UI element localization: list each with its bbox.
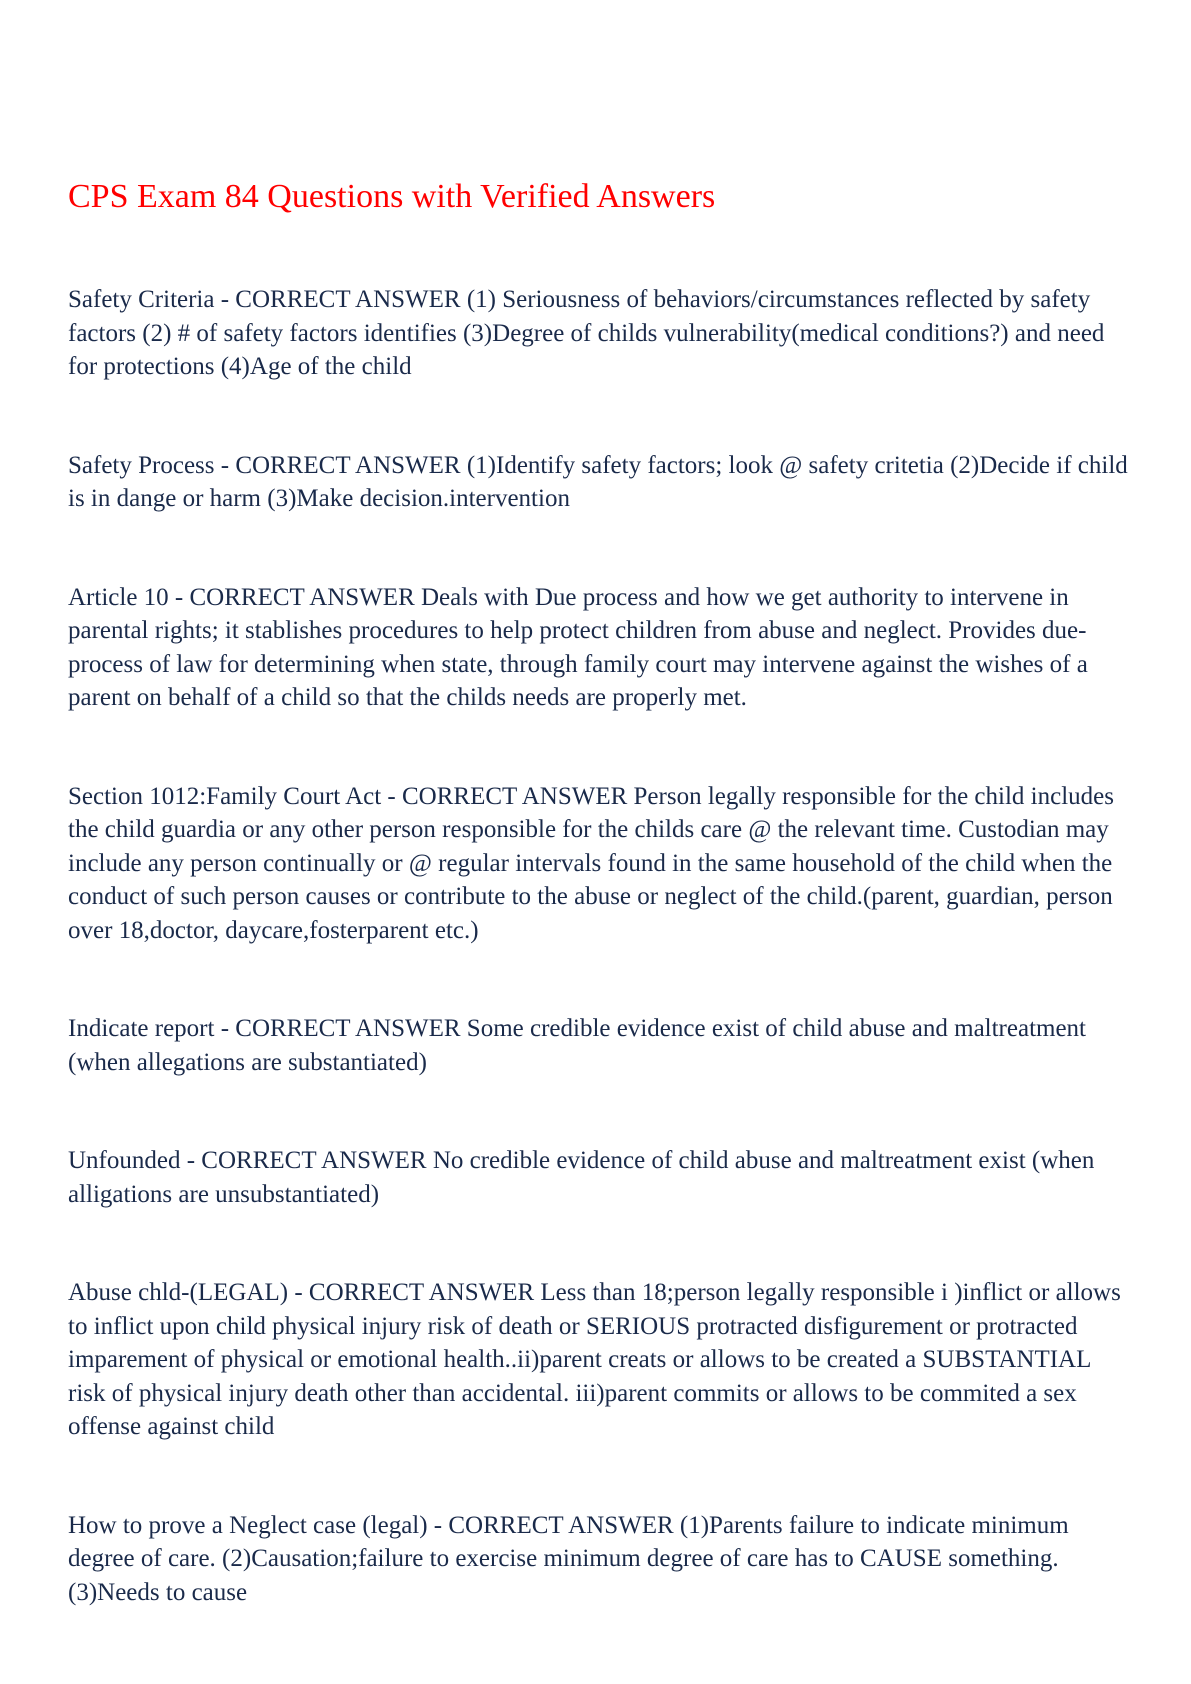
qa-entry-unfounded: Unfounded - CORRECT ANSWER No credible evidence of child abuse and maltreatment exist (when alligations are unsubstantiated) bbox=[68, 1147, 1095, 1208]
document-title: CPS Exam 84 Questions with Verified Answers bbox=[68, 178, 716, 215]
qa-entry-abuse-child-legal: Abuse chld-(LEGAL) - CORRECT ANSWER Less than 18;person legally responsible i )inflict or allows to inflict upon child physical injury risk of death or SERIOUS protracted disfigurement or protracted imparement of physical or emotional health..ii)parent creats or allows to be created a SUBSTANTIAL risk of physical injury death other than accidental. iii)parent commits or allows to be commited a sex offense against child bbox=[68, 1279, 1121, 1440]
qa-entry-article-10: Article 10 - CORRECT ANSWER Deals with Due process and how we get authority to intervene in parental rights; it stablishes procedures to help protect children from abuse and neglect. Provides due-process of law for determining when state, through family court may intervene against the wishes of a parent on behalf of a child so that the childs needs are properly met. bbox=[68, 583, 1088, 711]
qa-list bbox=[68, 283, 1128, 1609]
qa-entry-section-1012: Section 1012:Family Court Act - CORRECT ANSWER Person legally responsible for the child includes the child guardia or any other person responsible for the childs care @ the relevant time. Custodian may include any person continually or @ regular intervals found in the same household of the child when the conduct of such person causes or contribute to the abuse or neglect of the child.(parent, guardian, person over 18,doctor, daycare,fosterparent etc.) bbox=[68, 782, 1114, 944]
qa-entry-safety-criteria: Safety Criteria - CORRECT ANSWER (1) Seriousness of behaviors/circumstances reflected by safety factors (2) # of safety factors identifies (3)Degree of childs vulnerability(medical conditions?) and need for protections (4)Age of the child bbox=[68, 286, 1105, 380]
qa-entry-indicate-report: Indicate report - CORRECT ANSWER Some credible evidence exist of child abuse and maltreatment (when allegations are substantiated) bbox=[68, 1015, 1087, 1076]
qa-entry-neglect-case: How to prove a Neglect case (legal) - CORRECT ANSWER (1)Parents failure to indicate minimum degree of care. (2)Causation;failure to exercise minimum degree of care has to CAUSE something. (3)Needs to cause bbox=[68, 1511, 1069, 1606]
qa-entry-safety-process: Safety Process - CORRECT ANSWER (1)Identify safety factors; look @ safety critetia (2)Decide if child is in dange or harm (3)Make decision.intervention bbox=[68, 451, 1128, 512]
